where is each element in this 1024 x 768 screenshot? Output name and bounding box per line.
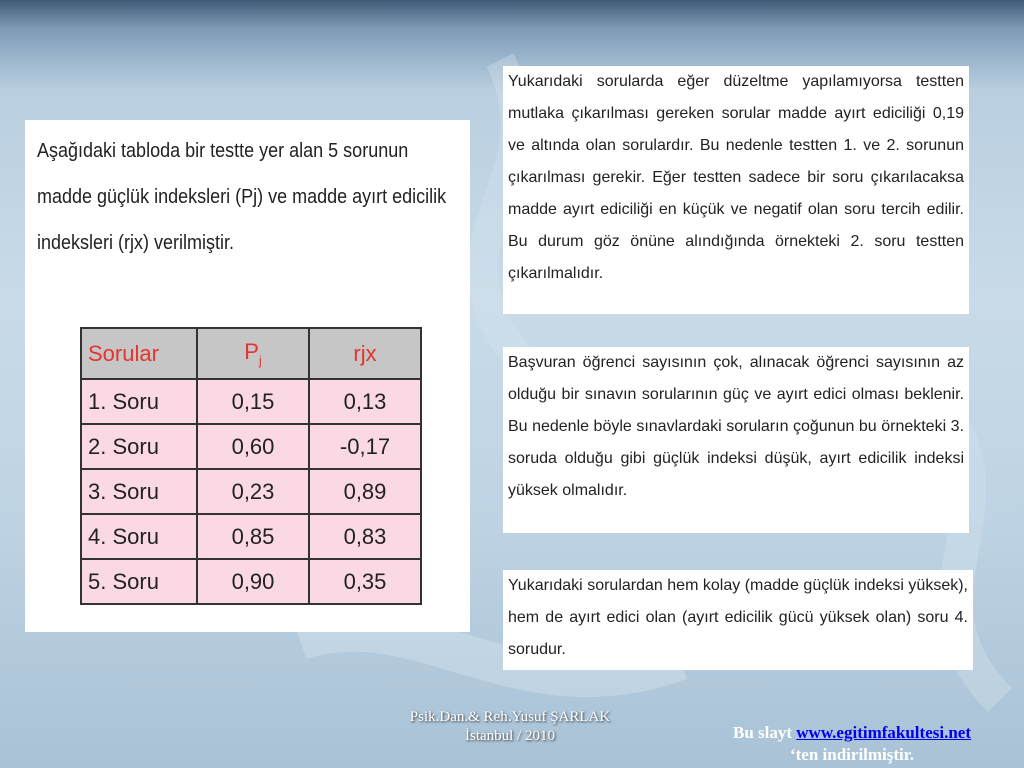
- table-row: [81, 469, 421, 514]
- row-pj: 0,23: [197, 469, 309, 514]
- author-line: Psik.Dan.& Reh.Yusuf ŞARLAK: [409, 709, 611, 725]
- table-row: [81, 379, 421, 424]
- difficulty-discrimination-table: [80, 327, 422, 605]
- explanation-box-removal: Yukarıdaki sorularda eğer düzeltme yapılamıyorsa testten mutlaka çıkarılması gereken sorular madde ayırt ediciliği 0,19 ve altında olan sorulardır. Bu nedenle testten 1. ve 2. sorunun çıkarılması gerekir. Eğer testten sadece bir soru çıkarılacaksa madde ayırt ediciliği en küçük ve negatif olan soru tercih edilir. Bu durum göz önüne alındığında örnekteki 2. soru testten çıkarılmalıdır.: [503, 66, 969, 314]
- place-year-line: İstanbul / 2010: [465, 728, 555, 744]
- row-label: 3. Soru: [81, 469, 197, 514]
- row-rjx: 0,35: [309, 559, 421, 604]
- credit-link[interactable]: www.egitimfakultesi.net: [796, 723, 971, 742]
- header-pj: [197, 328, 309, 379]
- row-pj: 0,15: [197, 379, 309, 424]
- author-footer: [345, 708, 675, 746]
- credit-footer: [680, 722, 1024, 766]
- row-label: 2. Soru: [81, 424, 197, 469]
- row-rjx: 0,89: [309, 469, 421, 514]
- intro-text: Aşağıdaki tabloda bir testte yer alan 5 sorunun madde güçlük indeksleri (Pj) ve madde ayırt edicilik indeksleri (rjx) verilmiştir.: [37, 140, 447, 254]
- header-pj-sub: j: [258, 353, 262, 368]
- explanation-box-selective-exam: Başvuran öğrenci sayısının çok, alınacak öğrenci sayısının az olduğu bir sınavın sorularının güç ve ayırt edici olması beklenir. Bu nedenle böyle sınavlardaki soruların çoğunun bu örnekteki 3. soruda olduğu gibi güçlük indeksi düşük, ayırt edicilik indeksi yüksek olmalıdır.: [503, 347, 969, 533]
- header-pj-main: P: [244, 339, 259, 364]
- header-sorular: Sorular: [81, 328, 197, 379]
- left-panel: [25, 120, 470, 632]
- table-row: [81, 559, 421, 604]
- row-label: 1. Soru: [81, 379, 197, 424]
- table-row: [81, 424, 421, 469]
- credit-prefix: Bu slayt: [732, 723, 797, 742]
- row-pj: 0,85: [197, 514, 309, 559]
- credit-suffix: ‘ten indirilmiştir.: [789, 745, 915, 764]
- table-row: [81, 514, 421, 559]
- row-label: 5. Soru: [81, 559, 197, 604]
- table-header-row: [81, 328, 421, 379]
- explanation-box-best-item: Yukarıdaki sorulardan hem kolay (madde güçlük indeksi yüksek), hem de ayırt edici olan (ayırt edicilik gücü yüksek olan) soru 4. sorudur.: [503, 570, 973, 670]
- row-pj: 0,90: [197, 559, 309, 604]
- row-rjx: -0,17: [309, 424, 421, 469]
- row-rjx: 0,83: [309, 514, 421, 559]
- row-rjx: 0,13: [309, 379, 421, 424]
- row-pj: 0,60: [197, 424, 309, 469]
- header-rjx: rjx: [309, 328, 421, 379]
- row-label: 4. Soru: [81, 514, 197, 559]
